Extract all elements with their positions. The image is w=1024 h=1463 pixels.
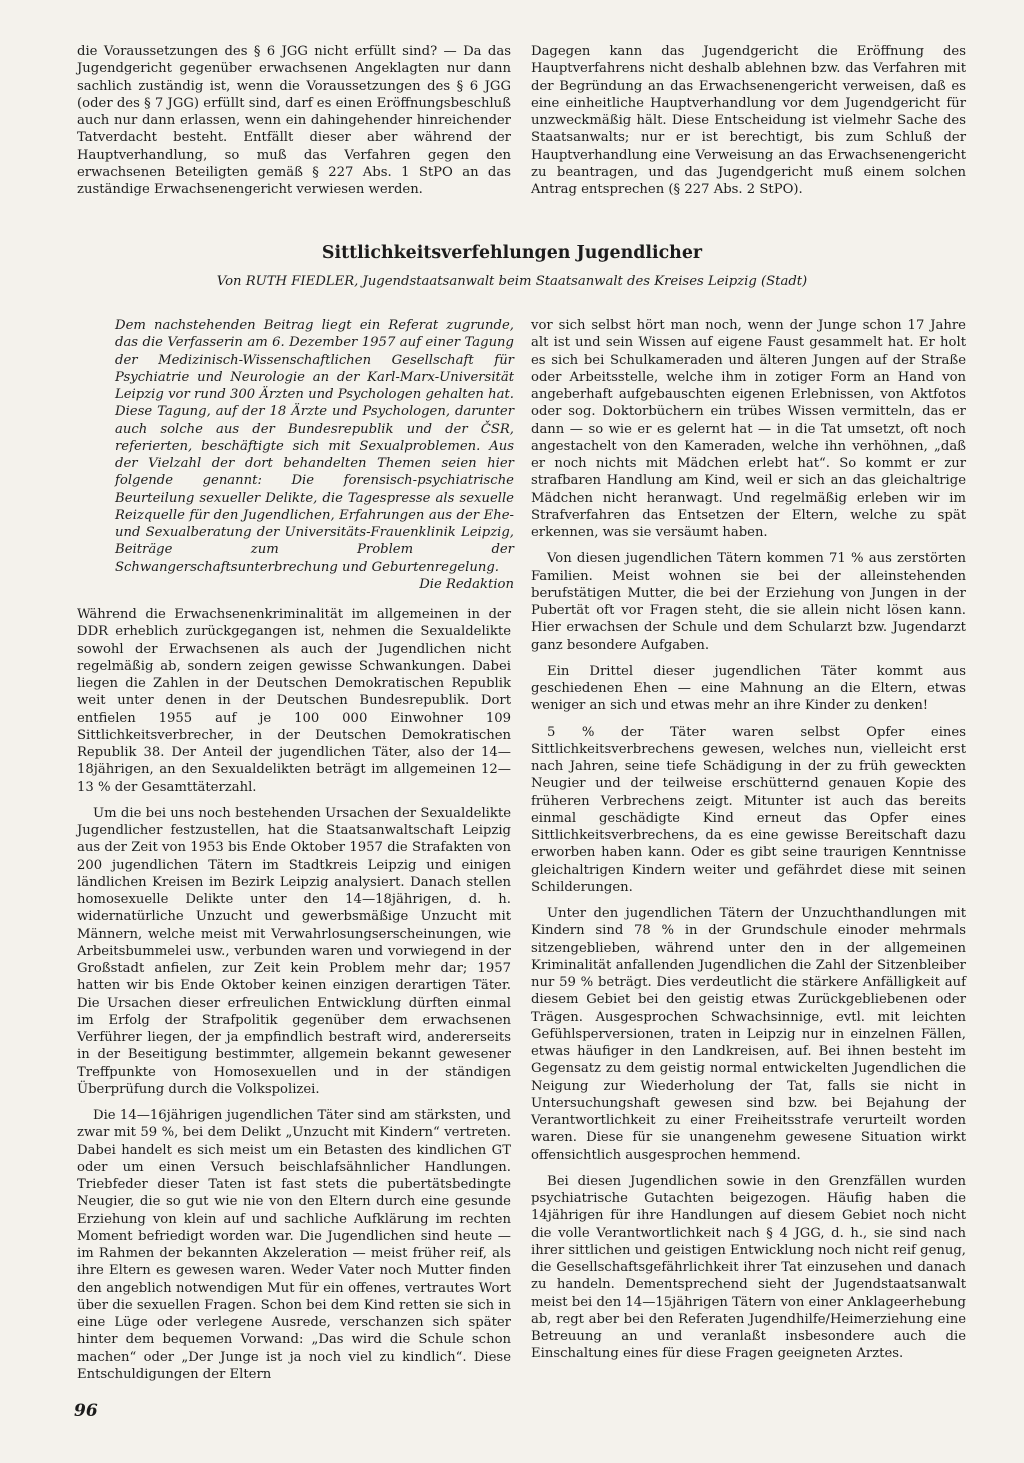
paragraph: Um die bei uns noch bestehenden Ursachen der Sexualdelikte Jugendlicher festzustellen, hat die Staatsanwaltschaft Leipzig aus der Zeit von 1953 bis Ende Oktober 1957 die Strafakten von 200 jugendlichen Tätern im Stadtkreis Leipzig und einigen ländlichen Kreisen im Bezirk Leipzig analysiert. Danach stellen homosexuelle Delikte unter den 14—18jährigen, d. h. widernatürliche Unzucht und gewerbsmäßige Unzucht mit Männern, welche meist mit Verwahrlosungserscheinungen, wie Arbeitsbummelei usw., verbunden waren und vorwiegend in der Großstadt anfielen, zur Zeit kein Problem mehr dar; 1957 hatten wir bis Ende Oktober keinen einzigen derartigen Täter. Die Ursachen dieser erfreulichen Entwicklung dürften einmal im Erfolg der Strafpolitik gegenüber dem erwachsenen Verführer liegen, der ja empfindlich bestraft wird, andererseits in der Beseitigung bestimmter, allgemein bekannt gewesener Treffpunkte von Homosexuellen und in der ständigen Überprüfung durch die Volkspolizei.	[77, 805, 511, 1097]
editorial-signature: Die Redaktion	[419, 576, 514, 592]
paragraph: Bei diesen Jugendlichen sowie in den Grenzfällen wurden psychiatrische Gutachten beigezogen. Häufig haben die 14jährigen für ihre Handlungen auf diesem Gebiet noch nicht die volle Verantwortlichkeit nach § 4 JGG, d. h., sie sind nach ihrer sittlichen und geistigen Entwicklung noch nicht reif genug, die Gesellschaftsgefährlichkeit ihrer Tat einzusehen und danach zu handeln. Dementsprechend sieht der Jugendstaatsanwalt meist bei den 14—15jährigen Tätern von einer Anklageerhebung ab, regt aber bei den Referaten Jugendhilfe/Heimerziehung eine Betreuung an und veranlaßt insbesondere auch die Einschaltung eines für diese Fragen geeigneten Arztes.	[531, 1173, 966, 1362]
editorial-note-text: Dem nachstehenden Beitrag liegt ein Referat zugrunde, das die Verfasserin am 6. Dezember 1957 auf einer Tagung der Medizinisch-Wissenschaftlichen Gesellschaft für Psychiatrie und Neurologie an der Karl-Marx-Universität Leipzig vor rund 300 Ärzten und Psychologen gehalten hat. Diese Tagung, auf der 18 Ärzte und Psychologen, darunter auch solche aus der Bundesrepublik und der ČSR, referierten, beschäftigte sich mit Sexualproblemen. Aus der Vielzahl der dort behandelten Themen seien hier folgende genannt: Die forensisch-psychiatrische Beurteilung sexueller Delikte, die Tagespresse als sexuelle Reizquelle für den Jugendlichen, Erfahrungen aus der Ehe- und Sexualberatung der Universitäts-Frauenklinik Leipzig, Beiträge zum Problem der Schwangerschaftsunterbrechung und Geburtenregelung.	[115, 318, 514, 575]
paragraph: Ein Drittel dieser jugendlichen Täter kommt aus geschiedenen Ehen — eine Mahnung an die Eltern, etwas weniger an sich und etwas mehr an ihre Kinder zu denken!	[531, 663, 966, 714]
paragraph: die Voraussetzungen des § 6 JGG nicht erfüllt sind? — Da das Jugendgericht gegenüber erwachsenen Angeklagten nur dann sachlich zuständig ist, wenn die Voraussetzungen des § 6 JGG (oder des § 7 JGG) erfüllt sind, darf es einen Eröffnungsbeschluß auch nur dann erlassen, wenn ein dahingehender hinreichender Tatverdacht besteht. Entfällt dieser aber während der Hauptverhandlung, so muß das Verfahren gegen den erwachsenen Beteiligten gemäß § 227 Abs. 1 StPO an das zuständige Erwachsenengericht verwiesen werden.	[77, 44, 511, 197]
article-body-column-right	[531, 317, 966, 1363]
paragraph: Die 14—16jährigen jugendlichen Täter sind am stärksten, und zwar mit 59 %, bei dem Delikt „Unzucht mit Kindern“ vertreten. Dabei handelt es sich meist um ein Betasten des kindlichen GT oder um einen Versuch beischlafsähnlicher Handlungen. Triebfeder dieser Taten ist fast stets die pubertätsbedingte Neugier, die so gut wie nie von den Eltern durch eine gesunde Erziehung von klein auf und sachliche Aufklärung im rechten Moment befriedigt worden war. Die Jugendlichen sind heute — im Rahmen der bekannten Akzeleration — meist früher reif, als ihre Eltern es gewesen waren. Weder Vater noch Mutter finden den angeblich notwendigen Mut für ein offenes, vertrautes Wort über die sexuellen Fragen. Schon bei dem Kind retten sie sich in eine Lüge oder verlegene Ausrede, verschanzen sich später hinter dem bequemen Vorwand: „Das wird die Schule schon machen“ oder „Der Junge ist ja noch viel zu kindlich“. Diese Entschuldigungen der Eltern	[77, 1108, 511, 1382]
paragraph: Dagegen kann das Jugendgericht die Eröffnung des Hauptverfahrens nicht deshalb ablehnen bzw. das Verfahren mit der Begründung an das Erwachsenengericht verweisen, daß es eine einheitliche Hauptverhandlung vor dem Jugendgericht für unzweckmäßig hält. Diese Entscheidung ist vielmehr Sache des Staatsanwalts; nur er ist berechtigt, bis zum Schluß der Hauptverhandlung eine Verweisung an das Erwachsenengericht zu beantragen, und das Jugendgericht muß einem solchen Antrag entsprechen (§ 227 Abs. 2 StPO).	[531, 44, 966, 197]
paragraph: Unter den jugendlichen Tätern der Unzuchthandlungen mit Kindern sind 78 % in der Grundschule einoder mehrmals sitzengeblieben, während unter den in der allgemeinen Kriminalität anfallenden Jugendlichen die Zahl der Sitzenbleiber nur 59 % beträgt. Dies verdeutlicht die stärkere Anfälligkeit auf diesem Gebiet bei den geistig etwas Zurückgebliebenen oder Trägen. Ausgesprochen Schwachsinnige, evtl. mit leichten Gefühlsperversionen, traten in Leipzig nur in einzelnen Fällen, etwas häufiger in den Landkreisen, auf. Bei ihnen besteht im Gegensatz zu dem geistig normal entwickelten Jugendlichen die Neigung zur Wiederholung der Tat, falls sie nicht in Untersuchungshaft gewesen sind bzw. bei Bejahung der Verantwortlichkeit zu einer Freiheitsstrafe verurteilt worden waren. Diese für sie unangenehm gewesene Situation wirkt offensichtlich ausgesprochen hemmend.	[531, 906, 966, 1163]
editorial-note	[115, 317, 514, 593]
article-byline: Von RUTH FIEDLER, Jugendstaatsanwalt beim Staatsanwalt des Kreises Leipzig (Stadt)	[216, 274, 808, 289]
article-title: Sittlichkeitsverfehlungen Jugendlicher	[321, 243, 703, 263]
paragraph: vor sich selbst hört man noch, wenn der Junge schon 17 Jahre alt ist und sein Wissen auf eigene Faust gesammelt hat. Er holt es sich bei Schulkameraden und älteren Jungen auf der Straße oder Arbeitsstelle, welche ihm in zotiger Form an Hand von angeberhaft aufgebauschten eigenen Erlebnissen, von Aktfotos oder sog. Doktorbüchern ein trübes Wissen vermitteln, das er dann — so wie er es gelernt hat — in die Tat umsetzt, oft noch angestachelt von den Kameraden, welche ihn verhöhnen, „daß er noch nichts mit Mädchen erlebt hat“. So kommt er zur strafbaren Handlung am Kind, weil er sich an das gleichaltrige Mädchen nicht heranwagt. Und regelmäßig erleben wir im Strafverfahren das Entsetzen der Eltern, welche zu spät erkennen, was sie versäumt haben.	[531, 318, 966, 540]
paragraph: Während die Erwachsenenkriminalität im allgemeinen in der DDR erheblich zurückgegangen ist, nehmen die Sexualdelikte sowohl der Erwachsenen als auch der Jugendlichen nicht regelmäßig ab, sondern zeigen gewisse Schwankungen. Dabei liegen die Zahlen in der Deutschen Demokratischen Republik weit unter denen in der Deutschen Bundesrepublik. Dort entfielen 1955 auf je 100 000 Einwohner 109 Sittlichkeitsverbrecher, in der Deutschen Demokratischen Republik 38. Der Anteil der jugendlichen Täter, also der 14—18jährigen, an den Sexualdelikten beträgt im allgemeinen 12—13 % der Gesamttäterzahl.	[77, 607, 511, 795]
continued-article-column-left	[77, 43, 511, 198]
paragraph: Von diesen jugendlichen Tätern kommen 71 % aus zerstörten Familien. Meist wohnen sie bei der alleinstehenden berufstätigen Mutter, die bei der Erziehung von Jungen in der Pubertät oft vor Fragen steht, die sie allein nicht lösen kann. Hier erwachsen der Schule und dem Schularzt bzw. Jugendarzt ganz besondere Aufgaben.	[531, 551, 966, 653]
article-body-column-left	[77, 606, 511, 1383]
paragraph: 5 % der Täter waren selbst Opfer eines Sittlichkeitsverbrechens gewesen, welches nun, vielleicht erst nach Jahren, seine tiefe Schädigung in der zu früh geweckten Neugier und der teilweise erschütternd genauen Kopie des früheren Verbrechens zeigt. Mitunter ist auch das bereits einmal geschädigte Kind erneut das Opfer eines Sittlichkeitsverbrechens, da es eine gewisse Bereitschaft dazu erworben haben kann. Oder es gibt seine traurigen Kenntnisse gleichaltrigen Kindern weiter und gefährdet diese mit seinen Schilderungen.	[531, 724, 966, 895]
page-number: 96	[74, 1401, 98, 1421]
continued-article-column-right	[531, 43, 966, 198]
